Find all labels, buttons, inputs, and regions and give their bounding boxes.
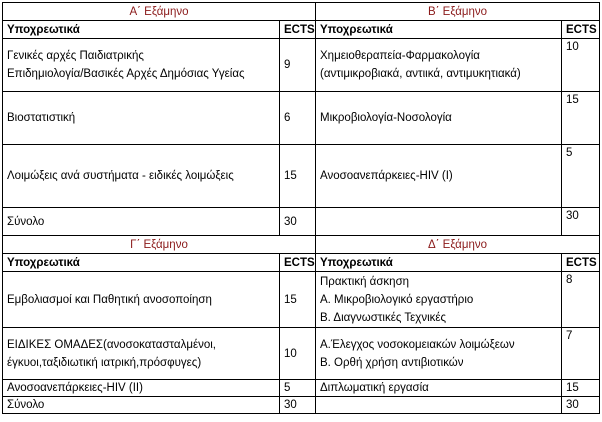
ects-value: 15 — [562, 92, 600, 145]
semester-a-title: Α΄ Εξάμηνο — [3, 3, 316, 21]
mandatory-header: Υποχρεωτικά — [316, 254, 562, 272]
ects-value: 15 — [280, 145, 316, 208]
course-name: Ανοσοανεπάρκειες-HIV (I) — [316, 145, 562, 208]
column-header-row — [3, 21, 600, 39]
ects-header: ECTS — [280, 21, 316, 39]
total-row — [3, 397, 600, 414]
table-row — [3, 328, 600, 380]
total-ects: 30 — [562, 208, 600, 236]
semester-d-title: Δ΄ Εξάμηνο — [316, 236, 600, 254]
table-row — [3, 145, 600, 208]
course-name: Μικροβιολογία-Νοσολογία — [316, 92, 562, 145]
course-name: Εμβολιασμοί και Παθητική ανοσοποίηση — [3, 272, 280, 328]
course-name: Α. Μικροβιολογικό εργαστήριο — [320, 293, 474, 306]
course-name: Χημειοθεραπεία-Φαρμακολογία — [320, 50, 480, 62]
total-ects: 30 — [280, 208, 316, 236]
course-name: Πρακτική άσκηση — [320, 275, 410, 288]
course-cell — [3, 39, 280, 92]
course-cell — [316, 272, 562, 328]
empty-cell — [316, 208, 562, 236]
course-name: Ανοσοανεπάρκειες-HIV (II) — [3, 380, 280, 397]
total-row — [3, 208, 600, 236]
ects-value: 10 — [280, 328, 316, 380]
total-label: Σύνολο — [3, 208, 280, 236]
ects-value: 10 — [562, 39, 600, 92]
ects-header: ECTS — [280, 254, 316, 272]
course-name: Επιδημιολογία/Βασικές Αρχές Δημόσιας Υγείας — [7, 68, 245, 80]
ects-value: 15 — [280, 272, 316, 328]
ects-value: 9 — [280, 39, 316, 92]
course-name: (αντιμικροβιακά, αντιικά, αντιμυκητιακά) — [320, 68, 521, 80]
table-row — [3, 39, 600, 92]
course-name: Γενικές αρχές Παιδιατρικής — [7, 50, 144, 62]
table-row — [3, 92, 600, 145]
total-label: Σύνολο — [3, 397, 280, 414]
course-cell — [316, 328, 562, 380]
ects-header: ECTS — [562, 254, 600, 272]
course-cell — [3, 328, 280, 380]
course-name: ΕΙΔΙΚΕΣ ΟΜΑΔΕΣ(ανοσοκατασταλμένοι, — [7, 338, 216, 351]
semester-header-row — [3, 3, 600, 21]
semester-c-title: Γ΄ Εξάμηνο — [3, 236, 316, 254]
course-name: έγκυοι,ταξιδιωτική ιατρική,πρόσφυγες) — [7, 356, 202, 369]
ects-value: 6 — [280, 92, 316, 145]
ects-value: 5 — [280, 380, 316, 397]
ects-value: 8 — [562, 272, 600, 328]
empty-cell — [316, 397, 562, 414]
course-name: Βιοστατιστική — [3, 92, 280, 145]
table-row — [3, 380, 600, 397]
course-cell — [316, 39, 562, 92]
course-name: Β. Ορθή χρήση αντιβιοτικών — [320, 356, 464, 369]
course-name: Λοιμώξεις ανά συστήματα - ειδικές λοιμώξεις — [3, 145, 280, 208]
ects-value: 5 — [562, 145, 600, 208]
course-name: Β. Διαγνωστικές Τεχνικές — [320, 311, 447, 324]
mandatory-header: Υποχρεωτικά — [3, 21, 280, 39]
ects-value: 15 — [562, 380, 600, 397]
semester-header-row — [3, 236, 600, 254]
ects-header: ECTS — [562, 21, 600, 39]
total-ects: 30 — [280, 397, 316, 414]
mandatory-header: Υποχρεωτικά — [316, 21, 562, 39]
curriculum-table — [2, 2, 599, 414]
mandatory-header: Υποχρεωτικά — [3, 254, 280, 272]
course-name: Α.Έλεγχος νοσοκομειακών λοιμώξεων — [320, 338, 515, 351]
column-header-row — [3, 254, 600, 272]
table-row — [3, 272, 600, 328]
semester-b-title: Β΄ Εξάμηνο — [316, 3, 600, 21]
total-ects: 30 — [562, 397, 600, 414]
ects-value: 7 — [562, 328, 600, 380]
course-name: Διπλωματική εργασία — [316, 380, 562, 397]
